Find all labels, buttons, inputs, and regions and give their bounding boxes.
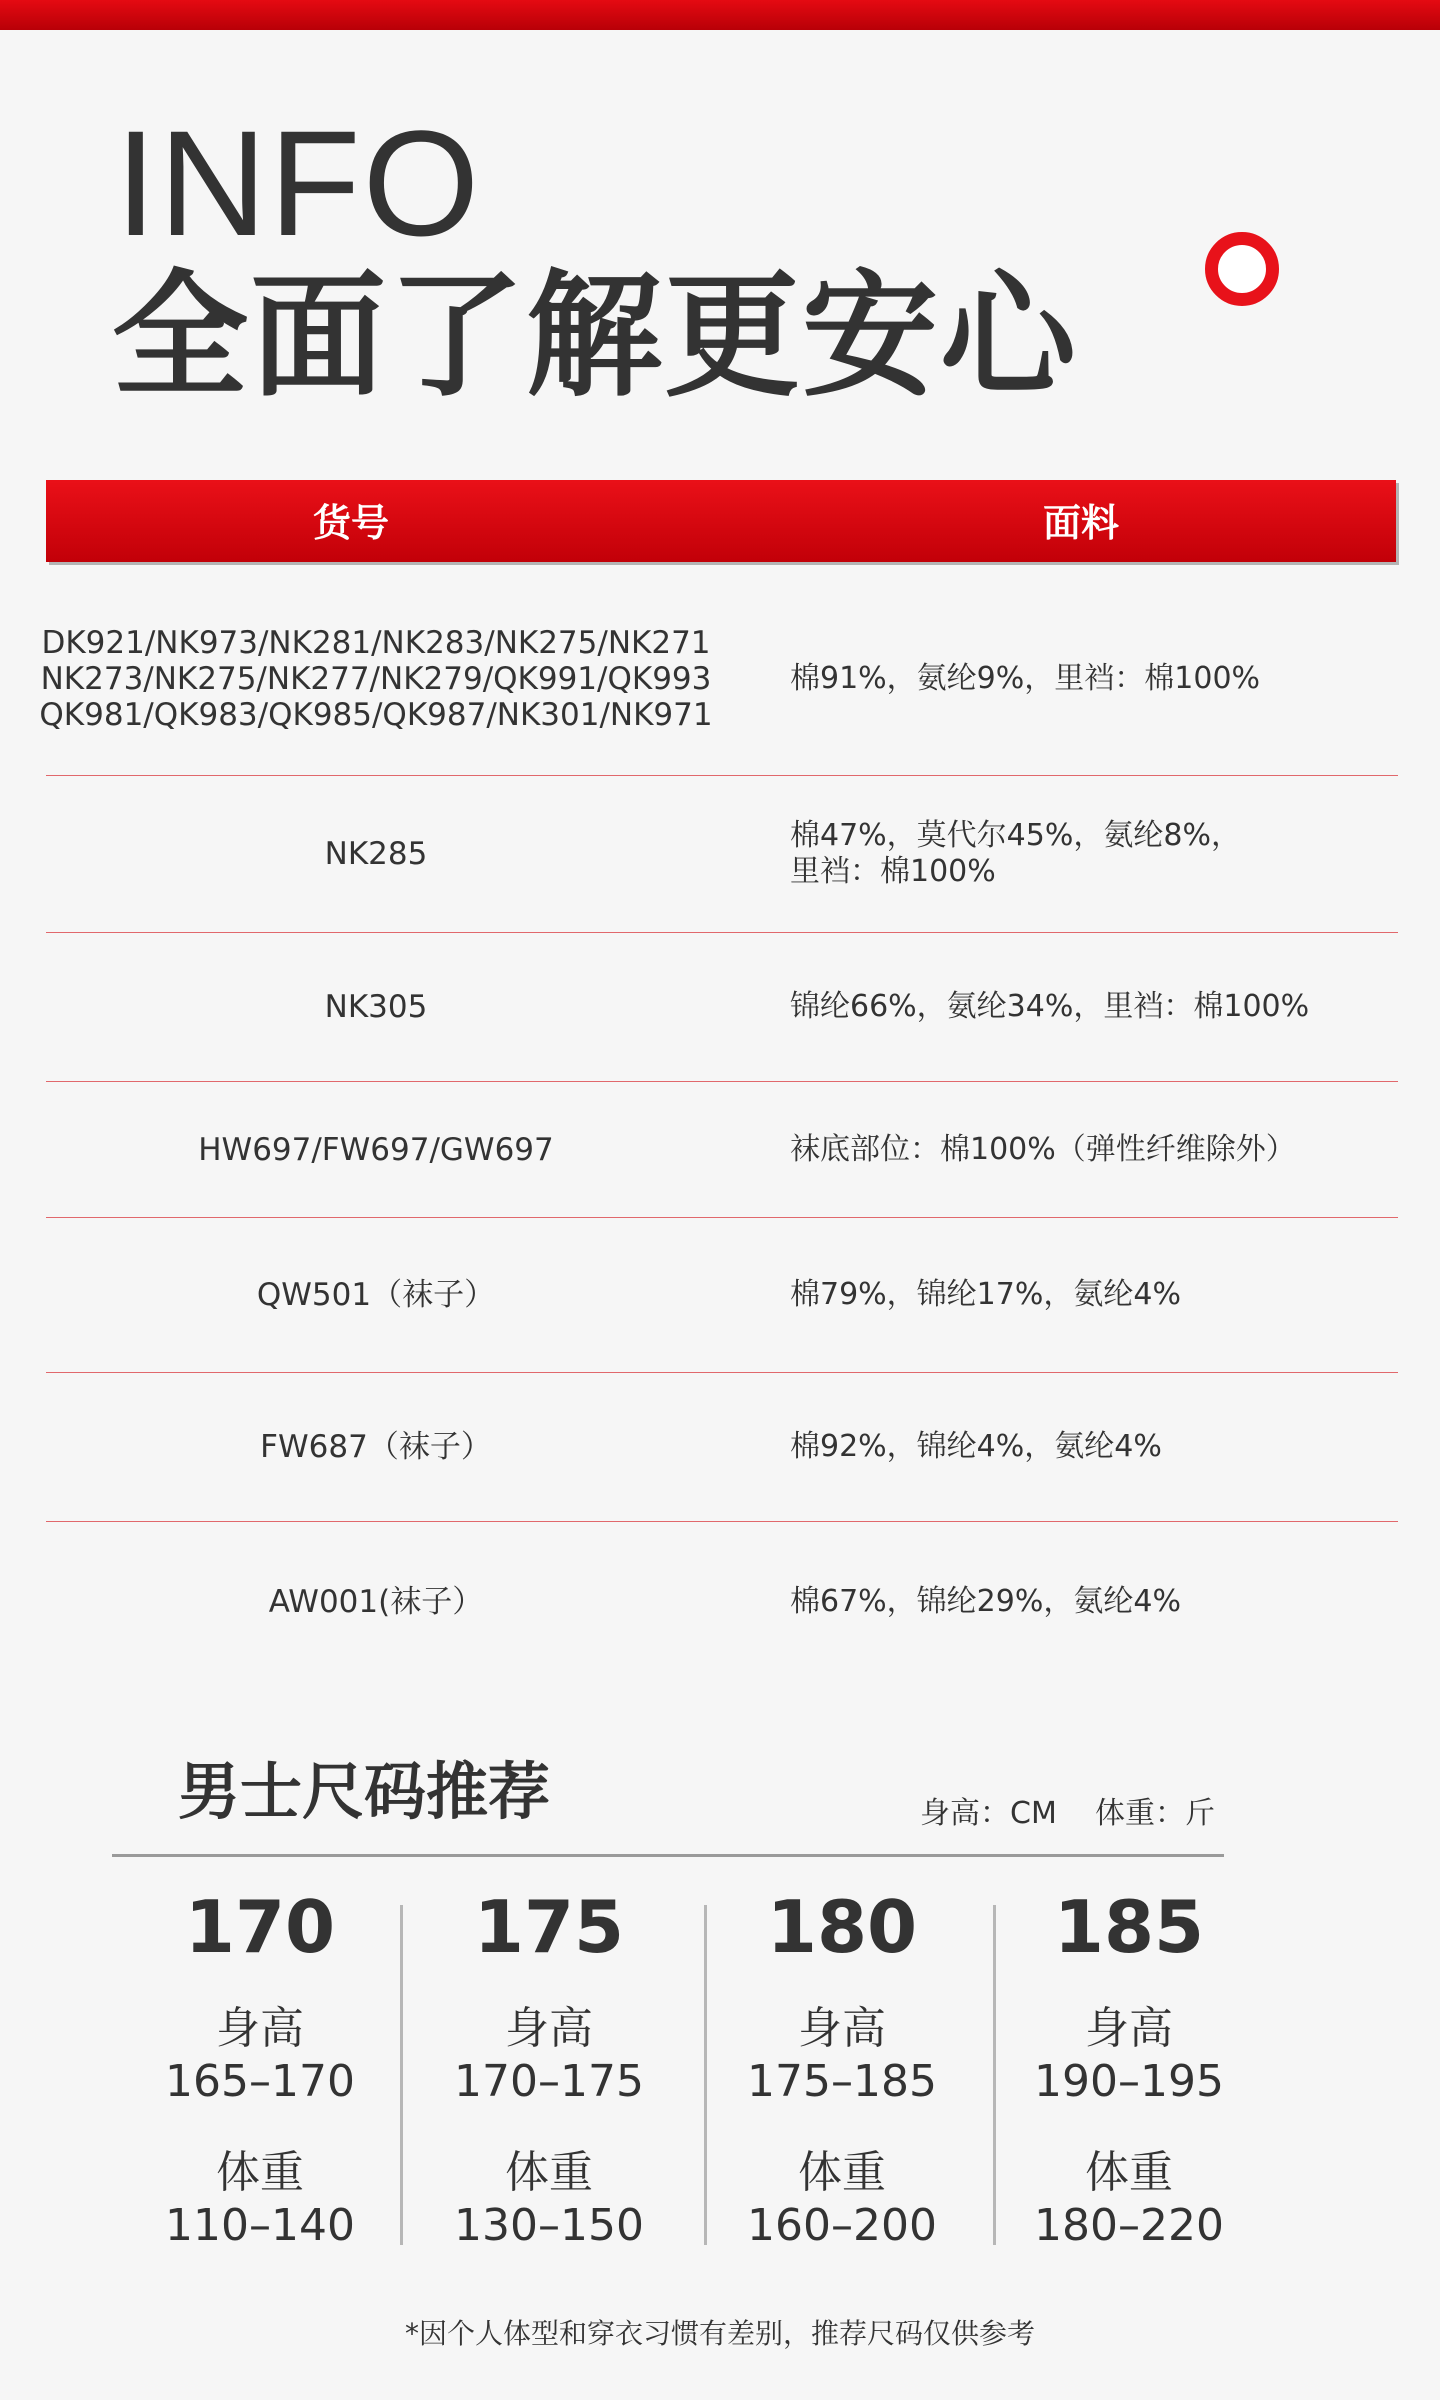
size-column (419, 1880, 679, 2252)
fabric-text: 棉67%，锦纶29%，氨纶4% (790, 1584, 1181, 1619)
item-code-text: HW697/FW697/GW697 (198, 1131, 554, 1168)
fabric-composition (790, 582, 1390, 775)
column-divider (993, 1905, 996, 2245)
fabric-composition (790, 1082, 1390, 1217)
hero-title-cn: 全面了解更安心 (112, 258, 1078, 416)
item-code (46, 1082, 706, 1217)
height-range: 165–170 (165, 2056, 355, 2107)
ring-icon (1205, 232, 1279, 306)
size-section-title: 男士尺码推荐 (178, 1755, 551, 1828)
item-code (46, 1373, 706, 1521)
size-number: 175 (473, 1885, 625, 1969)
item-code-text: FW687（袜子） (260, 1429, 492, 1465)
divider (112, 1854, 1224, 1857)
item-code (46, 933, 706, 1081)
weight-label: 体重 (798, 2147, 886, 2198)
size-column (130, 1880, 390, 2252)
fabric-composition (790, 933, 1390, 1081)
fabric-text: 锦纶66%，氨纶34%，里裆：棉100% (790, 989, 1310, 1024)
size-column (999, 1880, 1259, 2252)
height-range: 175–185 (747, 2056, 937, 2107)
item-code-text: DK921/NK973/NK281/NK283/NK275/NK271 NK273/NK275/NK277/NK279/QK991/QK993 QK981/QK983/QK985/QK987/NK301/NK971 (39, 624, 713, 733)
fabric-table-header (46, 480, 1396, 562)
table-row (46, 1522, 1398, 1682)
size-number: 170 (184, 1885, 336, 1969)
fabric-text: 棉92%，锦纶4%，氨纶4% (790, 1429, 1162, 1464)
table-row (46, 1218, 1398, 1373)
weight-range: 130–150 (454, 2200, 644, 2251)
item-code (46, 1522, 706, 1682)
fabric-text: 棉79%，锦纶17%，氨纶4% (790, 1277, 1181, 1312)
weight-range: 180–220 (1034, 2200, 1224, 2251)
height-label: 身高 (216, 2003, 304, 2054)
weight-label: 体重 (505, 2147, 593, 2198)
fabric-text: 棉91%，氨纶9%，里裆：棉100% (790, 660, 1261, 696)
header-code: 货号 (312, 501, 389, 545)
height-label: 身高 (505, 2003, 593, 2054)
top-accent-bar (0, 0, 1440, 30)
table-row (46, 776, 1398, 933)
item-code (39, 582, 713, 775)
item-code-text: AW001(袜子） (268, 1584, 484, 1620)
size-number: 180 (766, 1885, 918, 1969)
table-row (46, 933, 1398, 1082)
item-code (46, 1218, 706, 1372)
table-row (46, 1373, 1398, 1522)
size-disclaimer: *因个人体型和穿衣习惯有差别，推荐尺码仅供参考 (404, 2317, 1035, 2350)
item-code-text: NK305 (324, 989, 428, 1025)
item-code-text: NK285 (324, 836, 428, 872)
height-label: 身高 (798, 2003, 886, 2054)
weight-label: 体重 (216, 2147, 304, 2198)
weight-label: 体重 (1085, 2147, 1173, 2198)
size-number: 185 (1053, 1885, 1205, 1969)
weight-range: 160–200 (747, 2200, 937, 2251)
height-range: 190–195 (1034, 2056, 1224, 2107)
size-column (712, 1880, 972, 2252)
height-label: 身高 (1085, 2003, 1173, 2054)
item-code-text: QW501（袜子） (256, 1277, 496, 1313)
header-fabric: 面料 (1042, 501, 1119, 545)
fabric-composition (790, 1373, 1390, 1521)
fabric-text: 袜底部位：棉100%（弹性纤维除外） (790, 1131, 1296, 1167)
fabric-composition (790, 1218, 1390, 1372)
height-range: 170–175 (454, 2056, 644, 2107)
fabric-composition (790, 1522, 1390, 1682)
hero-title-en: INFO (115, 99, 482, 267)
column-divider (704, 1905, 707, 2245)
table-row (39, 582, 1398, 776)
size-units-note: 身高：CM 体重：斤 (920, 1796, 1215, 1831)
table-row (46, 1082, 1398, 1218)
fabric-text: 棉47%，莫代尔45%，氨纶8%， 里裆：棉100% (790, 818, 1241, 889)
weight-range: 110–140 (165, 2200, 355, 2251)
column-divider (400, 1905, 403, 2245)
fabric-composition (790, 776, 1390, 932)
item-code (46, 776, 706, 932)
